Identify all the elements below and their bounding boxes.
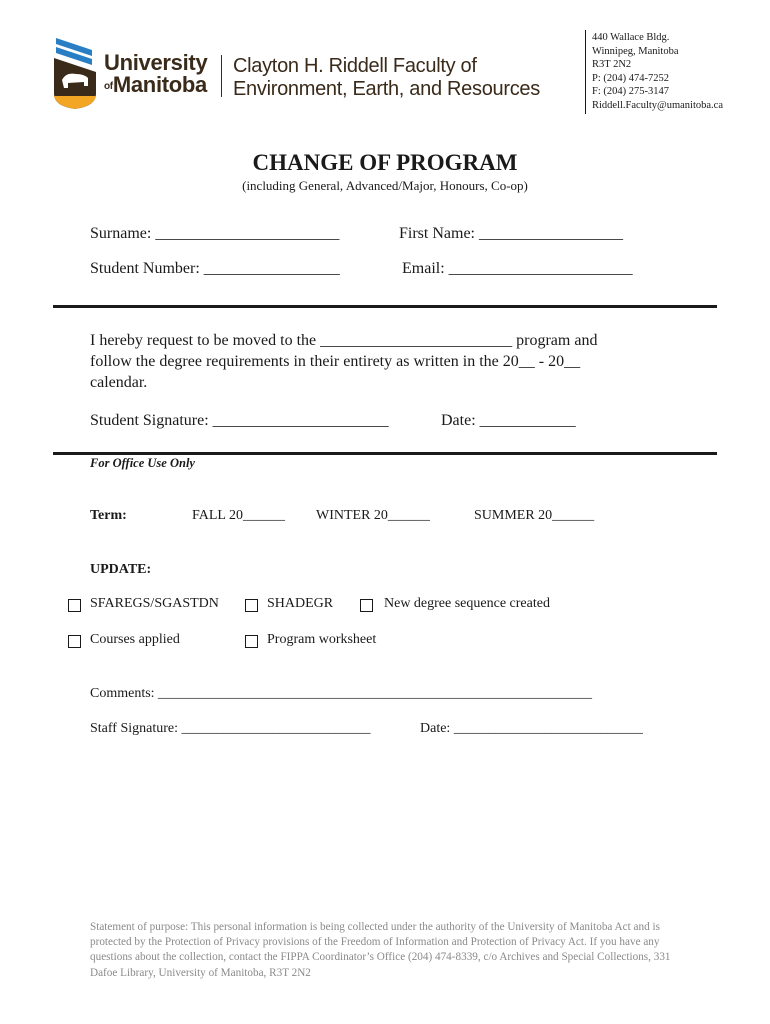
university-name-of: of [104,81,113,92]
address-line: Winnipeg, Manitoba [592,45,679,57]
shadegr-checkbox[interactable] [245,599,258,612]
program-worksheet-checkbox[interactable] [245,635,258,648]
faculty-name-line1: Clayton H. Riddell Faculty of [233,55,477,77]
address-line: R3T 2N2 [592,59,632,70]
update-label: UPDATE: [90,562,152,577]
email-field[interactable]: Email: _______________________ [402,260,633,277]
program-request-line3: calendar. [90,374,148,391]
university-name [104,52,207,98]
university-name-line1: University [104,50,208,75]
comments-field[interactable]: Comments: ______________________________________________________________ [90,686,593,701]
student-signature-field[interactable]: Student Signature: ______________________ [90,412,389,429]
email-line: Riddell.Faculty@umanitoba.ca [592,99,723,111]
staff-date-field[interactable]: Date: ___________________________ [420,721,643,736]
office-use-heading: For Office Use Only [90,456,195,470]
term-winter-field[interactable]: WINTER 20______ [316,508,430,523]
university-name-line2: Manitoba [112,72,207,97]
section-divider [53,305,717,308]
term-fall-field[interactable]: FALL 20______ [192,508,285,523]
office-divider [53,452,717,455]
address-line: 440 Wallace Bldg. [592,32,670,43]
faculty-name [233,55,540,101]
courses-applied-label: Courses applied [90,632,180,647]
sfaregs-checkbox[interactable] [68,599,81,612]
first-name-field[interactable]: First Name: __________________ [399,225,623,242]
degree-sequence-label: New degree sequence created [384,596,550,611]
courses-applied-checkbox[interactable] [68,635,81,648]
logo-divider [221,55,222,97]
degree-sequence-checkbox[interactable] [360,599,373,612]
form-title: CHANGE OF PROGRAM [252,150,518,175]
term-summer-field[interactable]: SUMMER 20______ [474,508,595,523]
student-number-field[interactable]: Student Number: _________________ [90,260,340,277]
program-request [90,330,597,393]
program-request-line2[interactable]: follow the degree requirements in their entirety as written in the 20__ - 20__ [90,353,581,370]
privacy-statement: Statement of purpose: This personal information is being collected under the authority of the University of Manitoba Act and is protected by the Protection of Privacy provisions of the Freedom of Information and Protection of Privacy Act. If you have any questions about the collection, contact the FIPPA Coordinator’s Office (204) 474-8339, c/o Archives and Special Collections, 331 Dafoe Library, University of Manitoba, R3T 2N2 [90,921,671,979]
date-field[interactable]: Date: ____________ [441,412,576,429]
university-logo-icon [52,36,98,110]
address-block [592,31,723,112]
address-divider [585,30,586,114]
term-label: Term: [90,508,127,523]
faculty-name-line2: Environment, Earth, and Resources [233,78,540,100]
phone-line: P: (204) 474-7252 [592,72,669,84]
form-subtitle: (including General, Advanced/Major, Honours, Co-op) [242,178,528,193]
program-worksheet-label: Program worksheet [267,632,377,647]
staff-signature-field[interactable]: Staff Signature: ___________________________ [90,721,371,736]
fax-line: F: (204) 275-3147 [592,86,669,97]
surname-field[interactable]: Surname: _______________________ [90,225,340,242]
program-request-line1[interactable]: I hereby request to be moved to the ________________________ program and [90,332,598,349]
shadegr-label: SHADEGR [267,596,334,611]
sfaregs-label: SFAREGS/SGASTDN [90,596,219,611]
